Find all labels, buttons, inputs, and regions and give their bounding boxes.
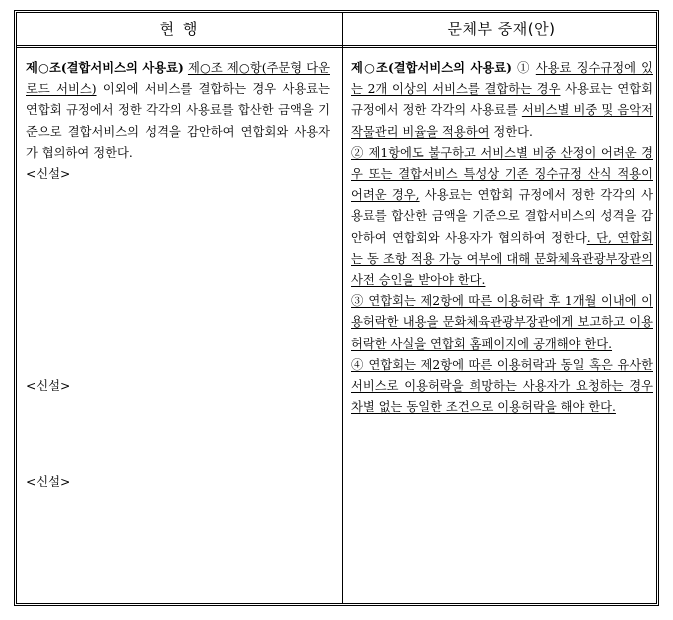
proposal-paragraph-3: ③ 연합회는 제2항에 따른 이용허락 후 1개월 이내에 이용허락한 내용을 문화체육관광부장관에게 보고하고 이용허락한 사실을 연합회 홈페이지에 공개해야 한다. bbox=[351, 294, 653, 351]
proposal-column bbox=[351, 57, 653, 418]
new-marker-1: <신설> bbox=[26, 167, 71, 182]
proposal-paragraph-1: 제○조(결합서비스의 사용료) ① 사용료 징수규정에 있는 2개 이상의 서비스를 결합하는 경우 사용료는 연합회 규정에서 정한 각각의 사용료를 서비스별 비중 및 음악저작물관리 비율을 적용하여 정한다. bbox=[351, 60, 653, 139]
table-inner bbox=[16, 12, 657, 604]
new-marker-3: <신설> bbox=[26, 475, 71, 490]
current-article-body: 이외에 서비스를 결합하는 경우 사용료는 연합회 규정에서 정한 각각의 사용료를 합산한 금액을 기준으로 결합서비스의 성격을 감안하여 연합회와 사용자가 협의하여 정한다. bbox=[26, 82, 331, 160]
proposal-article-title: 제○조(결합서비스의 사용료) bbox=[351, 60, 512, 75]
header-rule-double bbox=[17, 47, 656, 48]
header-rule bbox=[17, 45, 656, 46]
header-current: 현 행 bbox=[159, 20, 200, 38]
header-proposal: 문체부 중재(안) bbox=[447, 20, 556, 38]
current-article-title: 제○조(결합서비스의 사용료) bbox=[26, 60, 184, 75]
proposal-paragraph-2: ② 제1항에도 불구하고 서비스별 비중 산정이 어려운 경우 또는 결합서비스 특성상 기존 징수규정 산식 적용이 어려운 경우, 사용료는 연합회 규정에서 정한 각각의 사용료를 합산한 금액을 기준으로 결합서비스의 성격을 감안하여 연합회와 사용자가 협의하여 정한다. 단, 연합회는 동 조항 적용 가능 여부에 대해 문화체육관광부장관의 사전 승인을 받아야 한다. bbox=[351, 145, 653, 288]
new-marker-2: <신설> bbox=[26, 379, 71, 394]
comparison-table bbox=[14, 10, 659, 606]
current-column bbox=[26, 57, 330, 494]
current-article-ref: 제○조 제○항(주문형 다운로드 서비스) bbox=[26, 61, 330, 97]
column-divider bbox=[342, 13, 343, 603]
current-article bbox=[26, 57, 330, 164]
proposal-paragraph-4: ④ 연합회는 제2항에 따른 이용허락과 동일 혹은 유사한 서비스로 이용허락을 희망하는 사용자가 요청하는 경우 차별 없는 동일한 조건으로 이용허락을 해야 한다. bbox=[351, 357, 653, 415]
